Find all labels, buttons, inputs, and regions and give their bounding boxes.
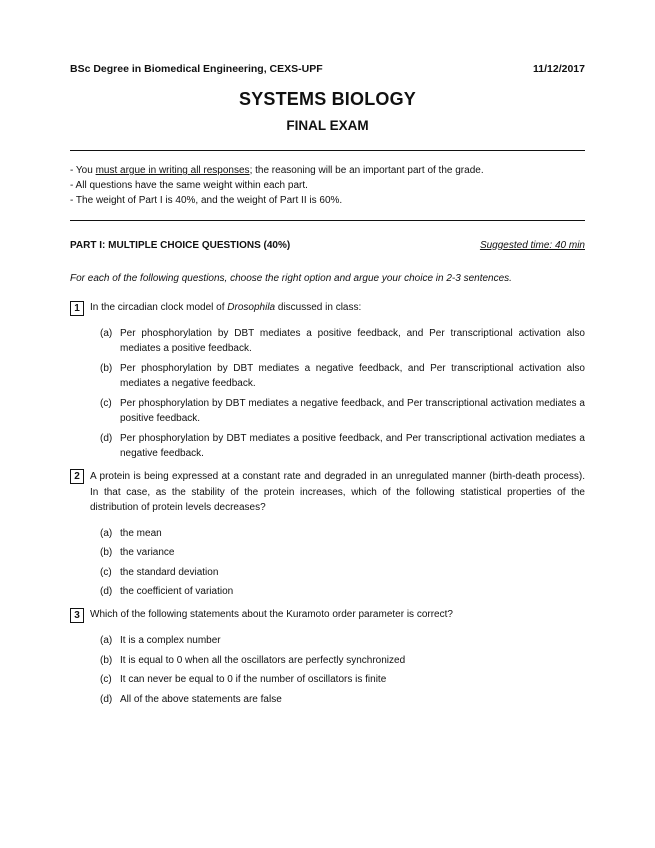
option-label: (b) [100,654,113,666]
option-label: (a) [100,328,113,339]
option-text: Per phosphorylation by DBT mediates a negative feedback, and Per transcriptional activation mediates a positive feedback. [120,398,585,424]
option-text: the coefficient of variation [120,586,234,597]
instruction-1-emphasis: must argue in writing all responses [95,165,250,176]
option-item [100,654,585,669]
question-number-badge: 2 [70,469,84,484]
option-label: (c) [100,398,112,409]
instruction-line-1 [70,163,585,178]
question-1-stem [70,301,585,316]
question-3-stem [70,608,585,623]
option-text: the standard deviation [120,566,219,578]
option-label: (a) [100,527,113,539]
part1-header [70,240,585,251]
option-item [100,634,585,649]
question-2-text: A protein is being expressed at a constant rate and degraded in an unregulated manner (birth-death process). In that case, as the stability of the protein increases, which of the following statistical properties of the distribution of protein levels decreases? [90,471,585,513]
instruction-line-2: - All questions have the same weight within each part. [70,180,308,191]
option-label: (c) [100,674,112,685]
option-text: Per phosphorylation by DBT mediates a negative feedback, and Per transcriptional activation also mediates a negative feedback. [120,363,585,389]
question-1-options [100,327,585,461]
question-2-options [100,527,585,600]
option-item [100,585,585,600]
option-item [100,527,585,542]
option-label: (b) [100,547,113,558]
instruction-1-prefix: - You [70,165,96,176]
instruction-line-3: - The weight of Part I is 40%, and the weight of Part II is 60%. [70,195,343,206]
option-item [100,546,585,561]
option-item [100,397,585,426]
option-item [100,432,585,461]
question-number-badge: 3 [70,608,84,623]
program-name: BSc Degree in Biomedical Engineering, CEXS-UPF [70,63,323,75]
option-item [100,693,585,708]
option-item [100,362,585,391]
page-header [70,63,585,75]
page-title: SYSTEMS BIOLOGY [238,89,417,109]
question-number-badge: 1 [70,301,84,316]
question-1-text-prefix: In the circadian clock model of [90,302,228,313]
question-1-text-suffix: discussed in class: [275,302,362,313]
question-1 [70,301,585,467]
option-label: (d) [100,693,113,705]
question-3-options [100,634,585,707]
question-1-text-italic: Drosophila [227,302,276,313]
question-2-stem [70,469,585,516]
option-item [100,566,585,581]
suggested-time: Suggested time: 40 min [479,240,585,251]
option-text: It is a complex number [120,635,221,646]
question-1-text [90,301,361,316]
option-label: (d) [100,586,113,597]
exam-date: 11/12/2017 [533,63,585,75]
option-text: Per phosphorylation by DBT mediates a positive feedback, and Per transcriptional activation mediates a negative feedback. [120,433,585,459]
part1-intro: For each of the following questions, choose the right option and argue your choice in 2-3 sentences. [70,273,512,284]
instruction-1-suffix: ; the reasoning will be an important part of the grade. [249,165,484,176]
page-subtitle: FINAL EXAM [286,118,369,133]
option-text: It is equal to 0 when all the oscillators are perfectly synchronized [120,654,406,666]
option-text: Per phosphorylation by DBT mediates a positive feedback, and Per transcriptional activation also mediates a positive feedback. [120,328,585,354]
option-text: It can never be equal to 0 if the number of oscillators is finite [120,674,387,685]
option-label: (d) [100,433,113,444]
option-item [100,673,585,688]
option-label: (b) [100,363,113,374]
part1-title: PART I: MULTIPLE CHOICE QUESTIONS (40%) [70,240,291,251]
question-3 [70,608,585,712]
option-label: (c) [100,566,112,578]
top-divider [70,150,585,151]
option-text: the variance [120,547,175,558]
option-text: the mean [120,527,162,539]
question-2 [70,469,585,605]
option-item [100,327,585,356]
option-text: All of the above statements are false [120,693,282,705]
option-label: (a) [100,635,113,646]
instructions [70,163,585,208]
question-3-text: Which of the following statements about the Kuramoto order parameter is correct? [90,609,453,620]
bottom-divider [70,220,585,221]
